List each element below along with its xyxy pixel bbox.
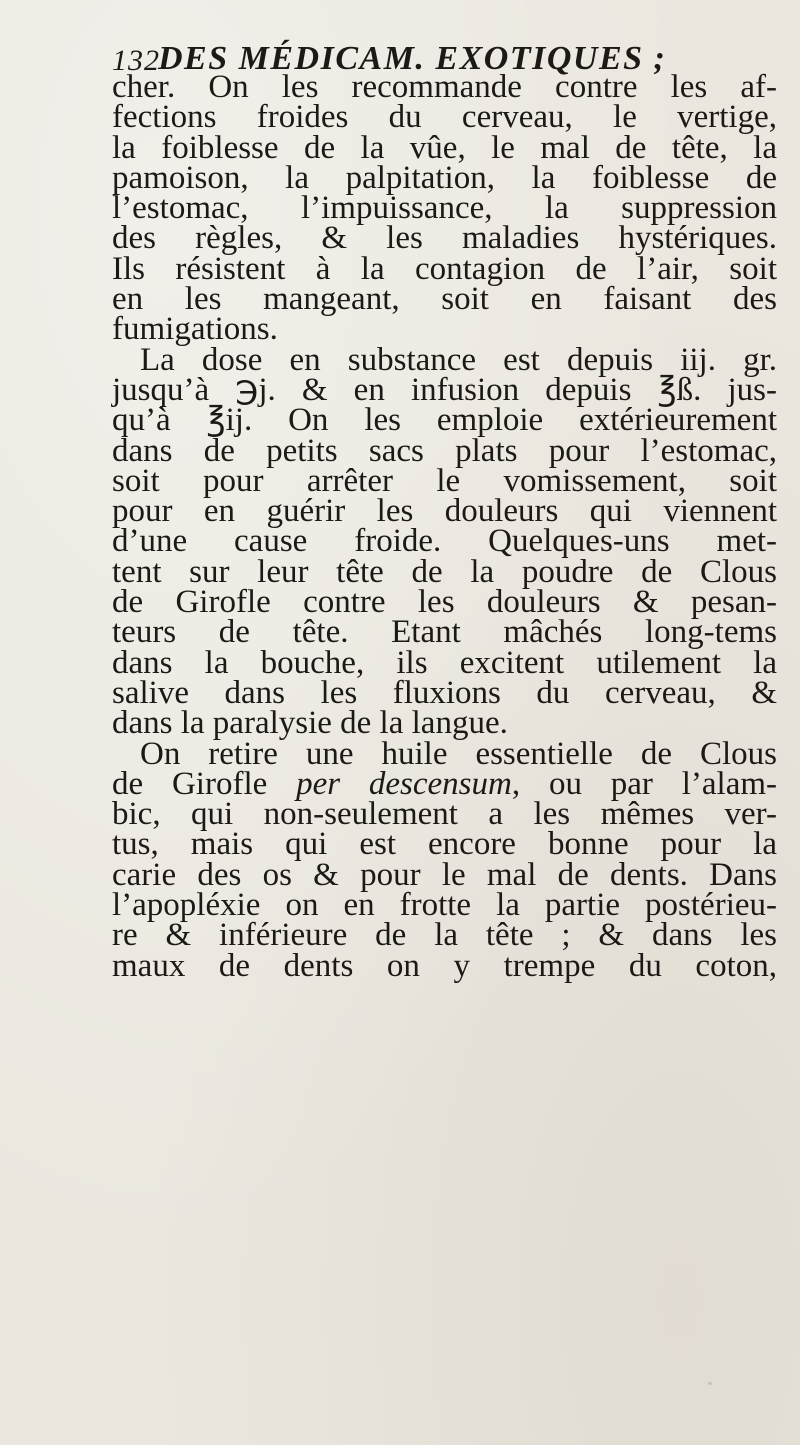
text-line: jusqu’à ℈j. & en infusion depuis ℥ß. jus- bbox=[112, 371, 777, 408]
text-line: l’apopléxie on en frotte la partie postérieu- bbox=[112, 887, 777, 924]
text-line: bic, qui non-seulement a les mêmes ver- bbox=[112, 796, 777, 833]
page-number: 132 bbox=[112, 44, 160, 77]
text-line: tus, mais qui est encore bonne pour la bbox=[112, 826, 777, 863]
text-line: dans la paralysie de la langue. bbox=[112, 705, 508, 742]
text-line: soit pour arrêter le vomissement, soit bbox=[112, 462, 777, 499]
text-line: carie des os & pour le mal de dents. Dans bbox=[112, 856, 777, 893]
text-line: Ils résistent à la contagion de l’air, soit bbox=[112, 250, 777, 287]
italic-phrase: per descensum bbox=[296, 765, 512, 802]
text-segment: de Girofle bbox=[112, 765, 297, 802]
body-text bbox=[112, 69, 777, 984]
text-line: fections froides du cerveau, le vertige, bbox=[112, 99, 777, 136]
text-line: fumigations. bbox=[112, 311, 278, 348]
text-line: pour en guérir les douleurs qui viennent bbox=[112, 493, 777, 530]
paper-speck bbox=[470, 383, 473, 386]
text-line: salive dans les fluxions du cerveau, & bbox=[112, 674, 777, 711]
text-line: maux de dents on y trempe du coton, bbox=[112, 947, 777, 984]
text-line: pamoison, la palpitation, la foiblesse de bbox=[112, 159, 777, 196]
text-line: d’une cause froide. Quelques-uns met- bbox=[112, 523, 777, 560]
running-title: DES MÉDICAM. EXOTIQUES ; bbox=[158, 40, 667, 77]
text-line: dans de petits sacs plats pour l’estomac, bbox=[112, 432, 777, 469]
text-line: des règles, & les maladies hystériques. bbox=[112, 220, 777, 257]
text-line: tent sur leur tête de la poudre de Clous bbox=[112, 553, 777, 590]
text-line: cher. On les recommande contre les af- bbox=[112, 69, 777, 105]
text-line: dans la bouche, ils excitent utilement la bbox=[112, 644, 777, 681]
text-line bbox=[112, 765, 777, 802]
text-line: l’estomac, l’impuissance, la suppression bbox=[112, 190, 777, 227]
text-line: de Girofle contre les douleurs & pesan- bbox=[112, 584, 777, 621]
text-line: qu’à ℥ij. On les emploie extérieurement bbox=[112, 402, 777, 439]
text-segment: , ou par l’alam- bbox=[511, 765, 777, 802]
text-line: en les mangeant, soit en faisant des bbox=[112, 281, 777, 318]
paper-speck bbox=[708, 1382, 712, 1385]
text-line: On retire une huile essentielle de Clous bbox=[140, 735, 777, 772]
text-line: la foiblesse de la vûe, le mal de tête, la bbox=[112, 129, 777, 166]
text-line: teurs de tête. Etant mâchés long-tems bbox=[112, 614, 777, 651]
text-line: re & inférieure de la tête ; & dans les bbox=[112, 917, 777, 954]
text-line: La dose en substance est depuis iij. gr. bbox=[140, 341, 777, 378]
